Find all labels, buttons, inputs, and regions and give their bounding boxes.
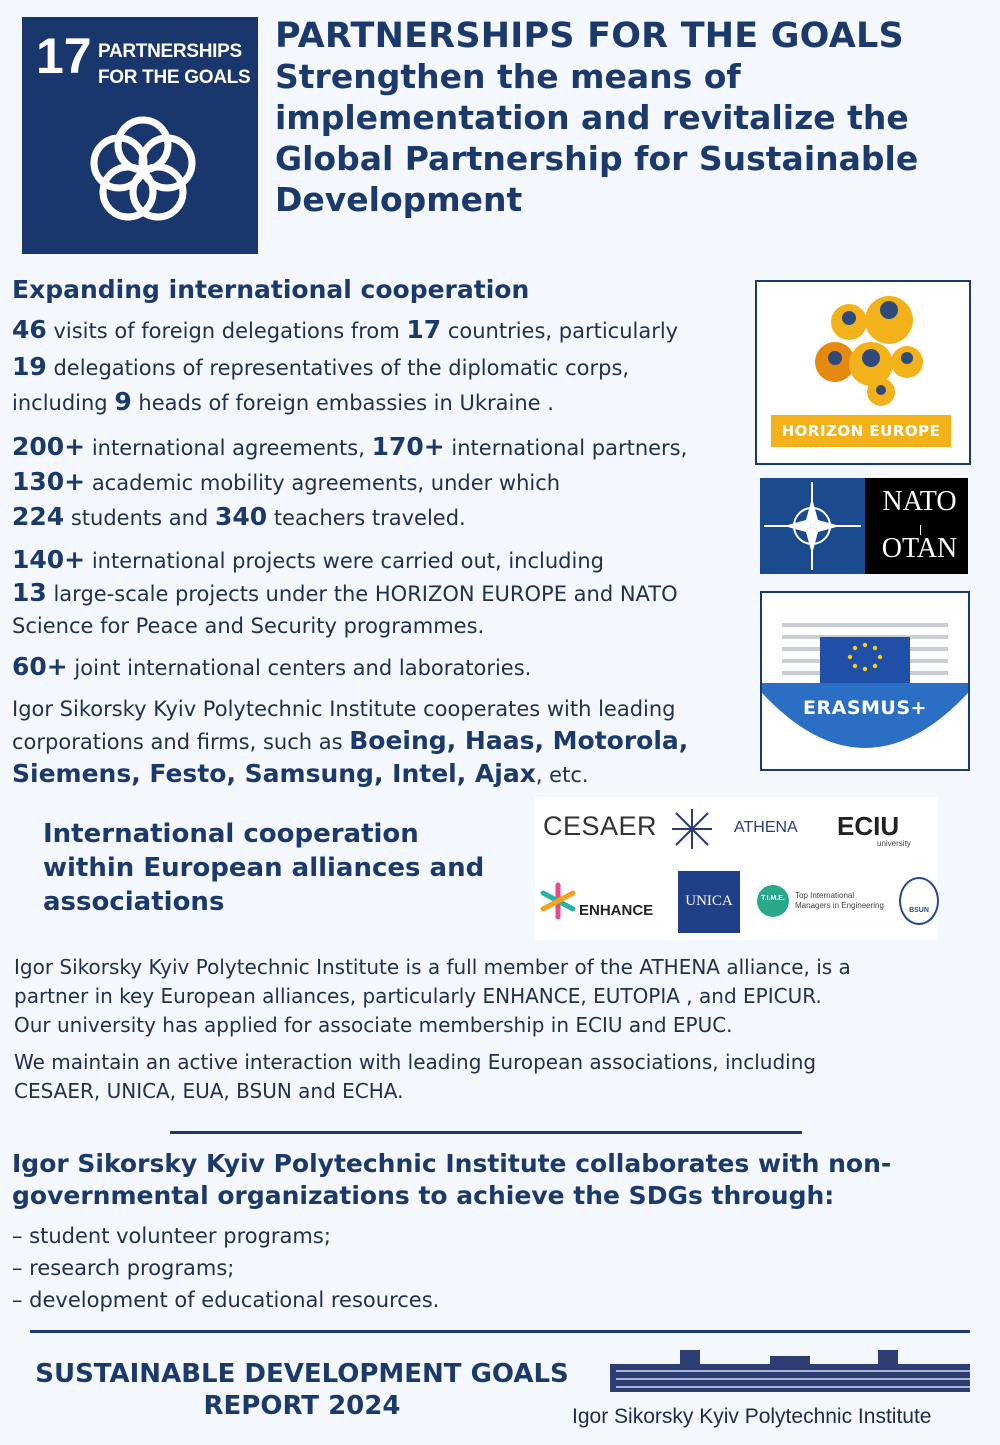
institute-building-icon — [610, 1346, 970, 1394]
subtitle-line-3: Global Partnership for Sustainable — [275, 139, 919, 178]
alliances-paragraph: Igor Sikorsky Kyiv Polytechnic Institute is a full member of the ATHENA alliance, is a partner in key European alliances, particularly ENHANCE, EUTOPIA , and EPICUR. Our university has applied for associate membership in ECIU and EPUC. — [14, 955, 851, 1037]
horizon-europe-label: HORIZON EUROPE — [771, 415, 951, 447]
stat-value: 46 — [12, 315, 47, 344]
stat-value: 19 — [12, 352, 47, 381]
sdg17-tile — [22, 17, 258, 254]
sdg-label — [98, 39, 250, 91]
nato-star-icon — [760, 478, 865, 574]
projects-paragraph: 140+ international projects were carried out, including 13 large-scale projects under the HORIZON EUROPE and NATO Science for Peace and Security programmes. — [12, 545, 678, 638]
erasmus-label: ERASMUS+ — [803, 697, 927, 719]
agreements-paragraph: 200+ international agreements, 170+ international partners, 130+ academic mobility agreements, under which 224 students and 340 teachers traveled. — [12, 432, 688, 531]
stat-value: 60+ — [12, 652, 68, 681]
page-header — [275, 16, 990, 220]
ngo-title: Igor Sikorsky Kyiv Polytechnic Institute collaborates with non- governmental organizations to achieve the SDGs through: — [12, 1149, 892, 1210]
corporations-bold: Siemens, Festo, Samsung, Intel, Ajax — [12, 759, 536, 788]
athena-star-icon — [668, 807, 716, 851]
section-divider — [170, 1131, 802, 1134]
stat-value: 9 — [114, 387, 132, 416]
page-title: PARTNERSHIPS FOR THE GOALS — [275, 16, 904, 56]
nato-text: NATO — [882, 486, 957, 517]
otan-text: OTAN — [881, 533, 958, 564]
list-item: – development of educational resources. — [12, 1288, 440, 1312]
cesaer-logo: CESAER — [543, 811, 658, 841]
erasmus-building-icon — [762, 593, 968, 769]
list-item: – research programs; — [12, 1256, 235, 1280]
delegations-paragraph: 46 visits of foreign delegations from 17 countries, particularly 19 delegations of representatives of the diplomatic corps, including 9 heads of foreign embassies in Ukraine . — [12, 315, 679, 416]
eciu-logo: ECIU — [837, 811, 900, 841]
corporations-paragraph: Igor Sikorsky Kyiv Polytechnic Institute cooperates with leading corporations and firms, such as Boeing, Haas, Motorola, Siemens, Festo, Samsung, Intel, Ajax, etc. — [12, 697, 689, 788]
enhance-star-icon — [539, 881, 577, 921]
erasmus-logo — [760, 591, 970, 771]
alliances-title: International cooperation within European alliances and associations — [43, 819, 485, 917]
stat-value: 170+ — [371, 432, 445, 461]
bsun-logo: BSUN — [899, 877, 939, 925]
institute-name: Igor Sikorsky Kyiv Polytechnic Institute — [572, 1405, 932, 1428]
cooperation-title: Expanding international cooperation — [12, 275, 530, 304]
stat-value: 340 — [214, 502, 268, 531]
rings-icon — [80, 107, 206, 233]
associations-paragraph: We maintain an active interaction with leading European associations, including CESAER, UNICA, EUA, BSUN and ECHA. — [14, 1050, 817, 1103]
corporations-bold: Boeing, Haas, Motorola, — [349, 726, 689, 755]
stat-value: 140+ — [12, 545, 86, 574]
eciu-sub: university — [877, 839, 911, 848]
subtitle-line-2: implementation and revitalize the — [275, 98, 909, 137]
time-logo: T.I.M.E. — [757, 885, 789, 917]
enhance-logo: ENHANCE — [579, 902, 654, 919]
unica-logo: UNICA — [678, 871, 740, 933]
athena-logo: ATHENA — [734, 819, 798, 836]
list-item: – student volunteer programs; — [12, 1224, 331, 1248]
stat-value: 13 — [12, 578, 47, 607]
stat-value: 224 — [12, 502, 65, 531]
footer-divider — [30, 1330, 970, 1333]
ngo-list — [12, 1220, 612, 1316]
centers-paragraph: 60+ joint international centers and laboratories. — [12, 652, 532, 681]
alliance-logos-panel — [535, 797, 937, 940]
stat-value: 130+ — [12, 467, 86, 496]
stat-value: 200+ — [12, 432, 86, 461]
sdg-number: 17 — [36, 28, 92, 84]
horizon-europe-logo — [755, 280, 971, 465]
subtitle-line-4: Development — [275, 180, 523, 219]
sdg-label-line2: FOR THE GOALS — [98, 67, 251, 88]
subtitle-line-1: Strengthen the means of — [275, 57, 741, 96]
sdg-label-line1: PARTNERSHIPS — [98, 41, 242, 62]
report-title: SUSTAINABLE DEVELOPMENT GOALS REPORT 2024 — [35, 1359, 569, 1421]
stat-value: 17 — [406, 315, 442, 344]
science-icons-icon — [797, 288, 937, 408]
nato-logo — [760, 478, 968, 574]
time-subtitle: Top International Managers in Engineering — [795, 891, 884, 910]
